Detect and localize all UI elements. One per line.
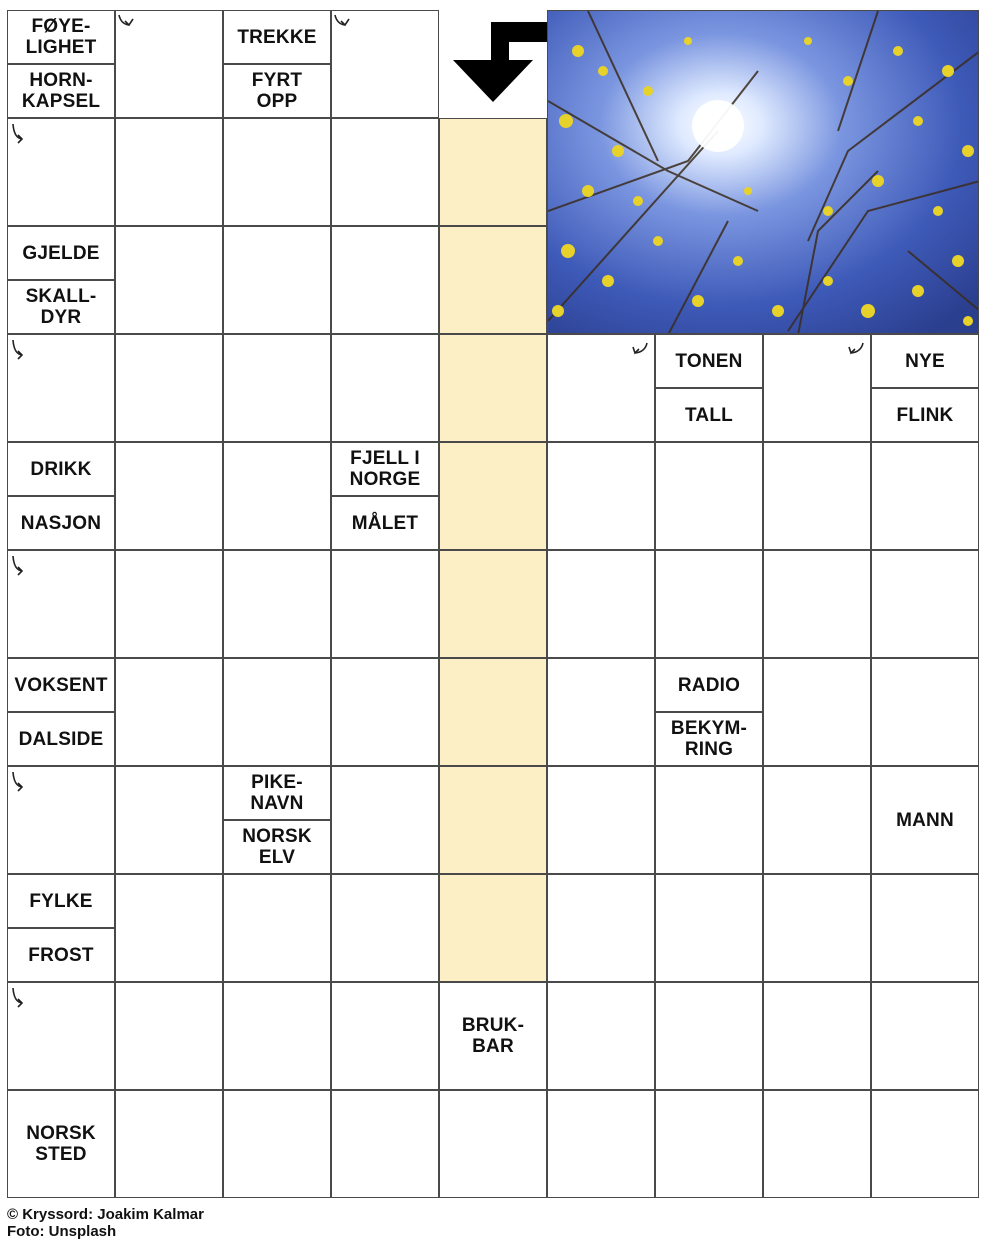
answer-cell[interactable] [547,766,655,874]
answer-cell[interactable] [655,874,763,982]
solution-cell[interactable] [439,550,547,658]
answer-cell[interactable] [223,118,331,226]
answer-cell[interactable] [115,226,223,334]
answer-cell[interactable] [655,766,763,874]
curved-arrow-icon [627,340,649,362]
clue-frost: FROST [7,928,115,982]
answer-cell[interactable] [115,118,223,226]
answer-cell[interactable] [223,442,331,550]
answer-cell[interactable] [115,550,223,658]
answer-cell[interactable] [439,1090,547,1198]
clue-norsk-elv: NORSK ELV [223,820,331,874]
answer-cell[interactable] [871,874,979,982]
clue-nye: NYE [871,334,979,388]
solution-cell[interactable] [439,442,547,550]
solution-cell[interactable] [439,658,547,766]
curved-arrow-icon [10,770,32,792]
answer-cell[interactable] [871,658,979,766]
clue-brukbar: BRUK- BAR [439,982,547,1090]
answer-cell[interactable] [547,874,655,982]
curved-arrow-icon [10,554,32,576]
answer-cell[interactable] [763,442,871,550]
answer-cell[interactable] [763,1090,871,1198]
answer-cell[interactable] [115,982,223,1090]
answer-cell[interactable] [655,982,763,1090]
solution-cell[interactable] [439,874,547,982]
clue-drikk: DRIKK [7,442,115,496]
answer-cell[interactable] [223,1090,331,1198]
curved-arrow-icon [333,12,355,34]
credits-crossword: © Kryssord: Joakim Kalmar [7,1206,204,1223]
clue-norsk-sted: NORSK STED [7,1090,115,1198]
sky-flowers-photo [547,10,979,334]
curved-arrow-icon [843,340,865,362]
answer-cell[interactable] [115,334,223,442]
answer-cell[interactable] [331,550,439,658]
answer-cell[interactable] [871,550,979,658]
credits [7,1206,204,1240]
answer-cell[interactable] [331,658,439,766]
answer-cell[interactable] [763,766,871,874]
photo-image [548,11,979,334]
answer-cell[interactable] [871,982,979,1090]
answer-cell[interactable] [223,982,331,1090]
answer-cell[interactable] [115,442,223,550]
answer-cell[interactable] [547,658,655,766]
curved-arrow-icon [10,338,32,360]
clue-skalldyr: SKALL- DYR [7,280,115,334]
answer-cell[interactable] [655,550,763,658]
answer-cell[interactable] [871,1090,979,1198]
answer-cell[interactable] [115,874,223,982]
answer-cell[interactable] [547,442,655,550]
curved-arrow-icon [117,12,139,34]
answer-cell[interactable] [331,766,439,874]
down-arrow-icon [439,10,547,118]
clue-trekke: TREKKE [223,10,331,64]
clue-tall: TALL [655,388,763,442]
answer-cell[interactable] [547,1090,655,1198]
clue-mann: MANN [871,766,979,874]
solution-cell[interactable] [439,334,547,442]
crossword-grid [7,10,979,1198]
credits-photo: Foto: Unsplash [7,1223,117,1240]
answer-cell[interactable] [331,226,439,334]
answer-cell[interactable] [223,226,331,334]
clue-pikenavn: PIKE- NAVN [223,766,331,820]
clue-tonen: TONEN [655,334,763,388]
curved-arrow-icon [10,986,32,1008]
solution-cell[interactable] [439,118,547,226]
solution-cell[interactable] [439,226,547,334]
answer-cell[interactable] [115,1090,223,1198]
answer-cell[interactable] [331,118,439,226]
answer-cell[interactable] [547,550,655,658]
clue-fjell-i-norge: FJELL I NORGE [331,442,439,496]
answer-cell[interactable] [871,442,979,550]
answer-cell[interactable] [763,550,871,658]
clue-dalside: DALSIDE [7,712,115,766]
clue-malet: MÅLET [331,496,439,550]
curved-arrow-icon [10,122,32,144]
answer-cell[interactable] [223,550,331,658]
clue-voksent: VOKSENT [7,658,115,712]
clue-fyrt-opp: FYRT OPP [223,64,331,118]
answer-cell[interactable] [115,658,223,766]
answer-cell[interactable] [547,982,655,1090]
answer-cell[interactable] [223,874,331,982]
answer-cell[interactable] [331,874,439,982]
clue-nasjon: NASJON [7,496,115,550]
answer-cell[interactable] [223,658,331,766]
answer-cell[interactable] [763,982,871,1090]
clue-radio: RADIO [655,658,763,712]
clue-hornkapsel: HORN- KAPSEL [7,64,115,118]
clue-gjelde: GJELDE [7,226,115,280]
answer-cell[interactable] [763,658,871,766]
answer-cell[interactable] [115,766,223,874]
clue-bekymring: BEKYM- RING [655,712,763,766]
answer-cell[interactable] [223,334,331,442]
answer-cell[interactable] [763,874,871,982]
clue-flink: FLINK [871,388,979,442]
solution-cell[interactable] [439,766,547,874]
answer-cell[interactable] [331,1090,439,1198]
clue-fylke: FYLKE [7,874,115,928]
answer-cell[interactable] [655,442,763,550]
answer-cell[interactable] [655,1090,763,1198]
answer-cell[interactable] [331,334,439,442]
clue-foyelighet: FØYE- LIGHET [7,10,115,64]
answer-cell[interactable] [331,982,439,1090]
